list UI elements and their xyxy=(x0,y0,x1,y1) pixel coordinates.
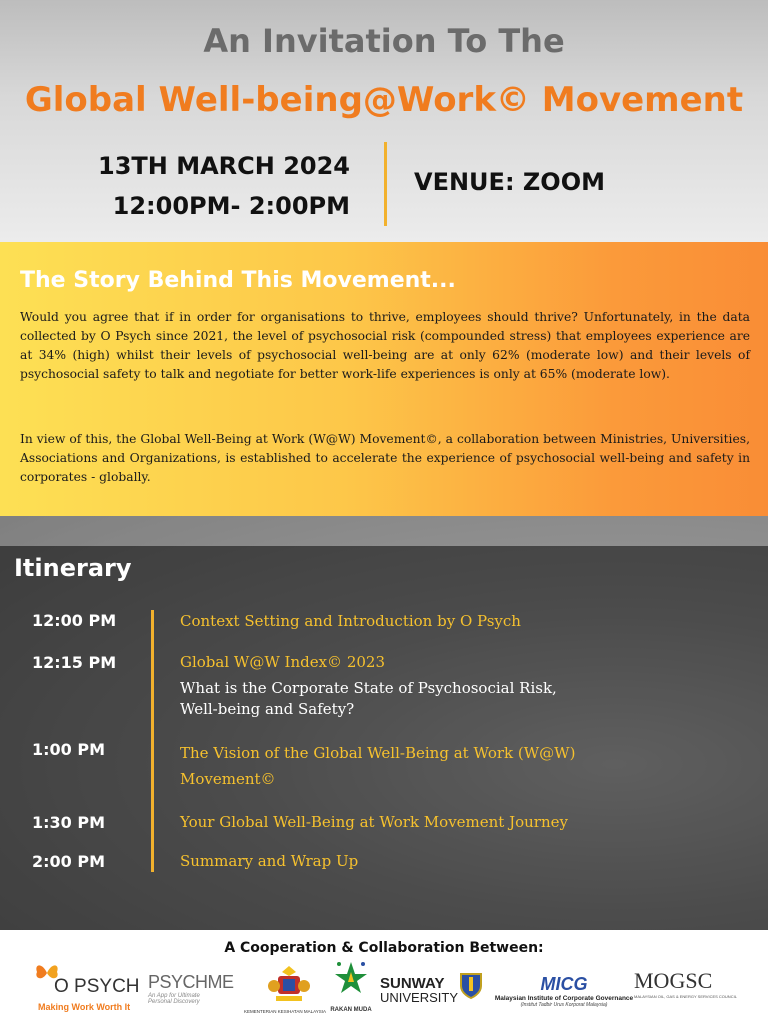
sunway-wordmark: UNIVERSITY xyxy=(380,990,459,1005)
itinerary-item: Summary and Wrap Up xyxy=(180,852,359,870)
itinerary-item-line: The Vision of the Global Well-Being at Work (W@W) xyxy=(180,744,576,762)
sunway-wordmark: SUNWAY xyxy=(380,975,445,992)
itinerary-item xyxy=(180,740,575,792)
title-line-2: Global Well-being@Work© Movement xyxy=(24,80,744,120)
itinerary-section xyxy=(0,516,768,930)
mogsc-logo xyxy=(634,968,744,999)
itinerary-item-line: Movement© xyxy=(180,770,276,788)
itinerary-item: Context Setting and Introduction by O Psych xyxy=(180,612,521,630)
micg-wordmark: MICG xyxy=(540,974,588,994)
mogsc-subname: MALAYSIAN OIL, GAS & ENERGY SERVICES COUNCIL xyxy=(634,994,737,999)
psychme-tagline: An App for Ultimate xyxy=(148,993,200,999)
rakan-muda-name: RAKAN MUDA xyxy=(330,1007,372,1013)
story-paragraph-2: In view of this, the Global Well-Being at Work (W@W) Movement©, a collaboration between Ministries, Universities, Associations and Organizations, is established to accelerate the experience of psychosocial well-being and safety in corporates - globally. xyxy=(20,432,750,484)
crest-icon xyxy=(266,964,312,1004)
itinerary-subtitle-line: Well-being and Safety? xyxy=(180,700,355,718)
header-section xyxy=(0,0,768,242)
partner-logos xyxy=(20,960,750,1020)
itinerary-item: Your Global Well-Being at Work Movement Journey xyxy=(180,813,568,831)
header-divider xyxy=(384,142,387,226)
itinerary-time: 1:00 PM xyxy=(32,740,106,759)
itinerary-subtitle xyxy=(180,678,600,720)
itinerary-overlay xyxy=(0,546,768,930)
itinerary-time: 1:30 PM xyxy=(32,813,106,832)
event-time: 12:00PM- 2:00PM xyxy=(112,192,350,220)
itinerary-time: 2:00 PM xyxy=(32,852,106,871)
micg-logo xyxy=(494,974,634,1008)
title-line-1: An Invitation To The xyxy=(203,22,565,60)
itinerary-subtitle-line: What is the Corporate State of Psychosocial Risk, xyxy=(180,679,557,697)
shield-icon xyxy=(458,970,484,1000)
itinerary-time: 12:00 PM xyxy=(32,611,117,630)
story-title: The Story Behind This Movement... xyxy=(20,268,456,293)
event-date-time xyxy=(80,146,350,226)
opsych-wordmark: O PSYCH xyxy=(54,976,140,997)
micg-name: Malaysian Institute of Corporate Governance xyxy=(494,995,634,1002)
kkm-name: KEMENTERIAN KESIHATAN MALAYSIA xyxy=(244,1009,327,1014)
itinerary-divider xyxy=(151,610,154,872)
event-venue: VENUE: ZOOM xyxy=(414,168,605,196)
psychme-wordmark: PSYCHME xyxy=(148,972,234,992)
itinerary-title: Itinerary xyxy=(14,554,132,582)
psychme-tagline: Personal Discovery xyxy=(148,999,200,1005)
story-paragraph-1: Would you agree that if in order for organisations to thrive, employees should thrive? Unfortunately, in the data collected by O Psych since 2021, the level of psychosocial risk (compounded stress) that employees experience are at 34% (high) whilst their levels of psychosocial well-being are at only 62% (moderate low) and their levels of psychosocial safety to talk and negotiate for better work-life experiences is only at 65% (moderate low). xyxy=(20,310,750,381)
story-section xyxy=(0,242,768,516)
itinerary-top-band xyxy=(0,516,768,546)
star-icon xyxy=(331,960,371,1002)
opsych-tagline: Making Work Worth It xyxy=(38,1002,131,1012)
kkm-logo xyxy=(244,964,334,1014)
footer-section xyxy=(0,930,768,1024)
cooperation-heading: A Cooperation & Collaboration Between: xyxy=(224,940,544,956)
sunway-logo xyxy=(380,976,490,1005)
itinerary-item: Global W@W Index© 2023 xyxy=(180,653,385,671)
rakan-muda-logo xyxy=(326,960,376,1013)
itinerary-time: 12:15 PM xyxy=(32,653,117,672)
psychme-logo xyxy=(148,972,238,1005)
event-date: 13TH MARCH 2024 xyxy=(98,152,350,180)
micg-subname: (Institut Tadbir Urus Korporat Malaysia) xyxy=(520,1002,608,1008)
mogsc-wordmark: MOGSC xyxy=(634,968,713,993)
